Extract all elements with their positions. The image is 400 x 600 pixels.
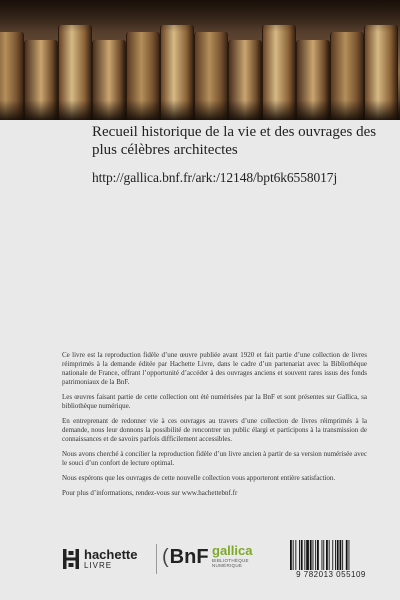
barcode-bar bbox=[317, 540, 319, 570]
description-paragraph: Nous espérons que les ouvrages de cette nouvelle collection vous apporteront entière satisfaction. bbox=[62, 474, 336, 482]
barcode-bar bbox=[349, 540, 350, 570]
barcode-bar bbox=[340, 540, 342, 570]
description-paragraph: Nous avons cherché à concilier la reproduction fidèle d’un livre ancien à partir de sa version numérisée avec le souci d’un confort de lecture optimal. bbox=[62, 450, 367, 467]
description-paragraph: En entreprenant de redonner vie à ces ouvrages au travers d’une collection de livres réimprimés à la demande, nous leur donnons la possibilité de rencontrer un public élargi et participons à la transmission de connaissances et de savoirs parfois difficilement accessibles. bbox=[62, 417, 367, 443]
barcode-bar bbox=[323, 540, 324, 570]
barcode-bar bbox=[299, 540, 300, 570]
description-paragraph: Les œuvres faisant partie de cette collection ont été numérisées par la BnF et sont présentes sur Gallica, sa bibliothèque numérique. bbox=[62, 393, 367, 410]
bnf-text: BnF bbox=[169, 546, 209, 568]
barcode-bar bbox=[342, 540, 343, 570]
barcode-bar bbox=[306, 540, 309, 570]
hachette-logo bbox=[62, 542, 152, 576]
gallica-name: gallica bbox=[212, 543, 253, 558]
barcode-bar bbox=[315, 540, 316, 570]
barcode-bar bbox=[346, 540, 348, 570]
barcode-bar bbox=[329, 540, 330, 570]
publisher-logos bbox=[62, 540, 382, 580]
barcode-bar bbox=[290, 540, 292, 570]
bnf-bracket-icon: ( bbox=[162, 546, 169, 568]
barcode-bar bbox=[313, 540, 314, 570]
description-text bbox=[62, 351, 367, 504]
logo-divider bbox=[156, 544, 157, 574]
barcode-bar bbox=[295, 540, 296, 570]
hachette-name: hachette bbox=[84, 547, 138, 562]
isbn-number: 9 782013 055109 bbox=[296, 570, 366, 579]
gallica-sub-1: BIBLIOTHÈQUE bbox=[212, 558, 249, 563]
barcode-bar bbox=[293, 540, 294, 570]
description-paragraph: Pour plus d’informations, rendez-vous sur www.hachettebnf.fr bbox=[62, 489, 238, 497]
hachette-sub: LIVRE bbox=[84, 561, 113, 570]
barcode-bar bbox=[332, 540, 333, 570]
barcode-bar bbox=[301, 540, 303, 570]
barcode-bar bbox=[322, 540, 323, 570]
gallica-logo bbox=[212, 544, 272, 568]
barcode-bar bbox=[304, 540, 305, 570]
bookshelf-image bbox=[0, 0, 400, 120]
description-paragraph: Ce livre est la reproduction fidèle d’une œuvre publiée avant 1920 et fait partie d’une collection de livres réimprimés à la demande éditée par Hachette Livre, dans le cadre d’un partenariat avec la Bibliothèque nationale de France, offrant l’opportunité d’accéder à des ouvrages anciens et souvent rares issus des fonds patrimoniaux de la BnF. bbox=[62, 351, 367, 386]
isbn-barcode bbox=[288, 540, 374, 580]
barcode-bar bbox=[326, 540, 328, 570]
barcode-bar bbox=[337, 540, 339, 570]
book-title: Recueil historique de la vie et des ouvrages des plus célèbres architectes bbox=[92, 124, 377, 158]
shelf-bottom-shadow bbox=[0, 100, 400, 120]
hachette-icon bbox=[62, 547, 80, 571]
bnf-logo bbox=[162, 546, 209, 569]
gallica-ark-link[interactable]: http://gallica.bnf.fr/ark:/12148/bpt6k6558017j bbox=[92, 170, 338, 185]
shelf-shadow bbox=[0, 0, 400, 32]
barcode-icon bbox=[288, 540, 374, 570]
barcode-bar bbox=[310, 540, 312, 570]
barcode-bar bbox=[335, 540, 336, 570]
gallica-sub-2: NUMÉRIQUE bbox=[212, 563, 243, 568]
